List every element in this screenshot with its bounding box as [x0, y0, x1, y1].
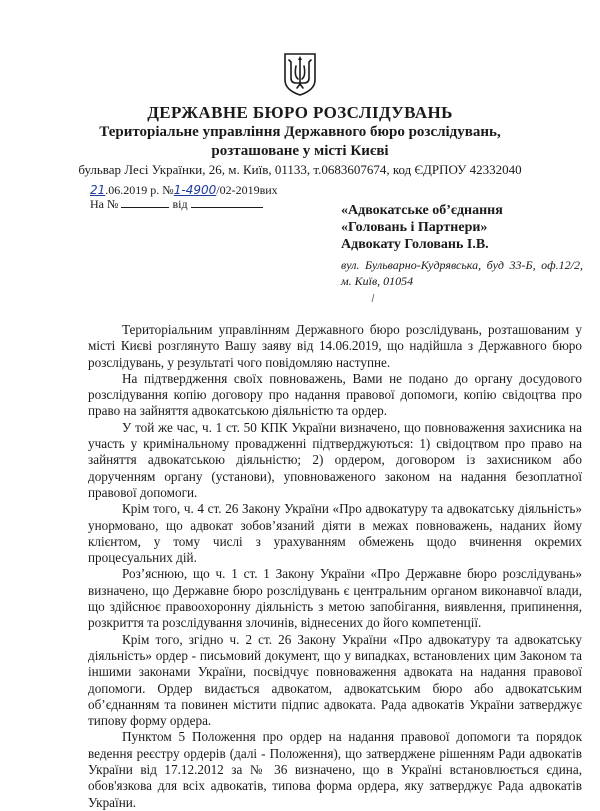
incoming-number-blank: [121, 197, 169, 208]
recipient-org-line1: «Адвокатське об’єднання: [341, 203, 503, 218]
agency-address: бульвар Лесі Українки, 26, м. Київ, 01133, т.0683607674, код ЄДРПОУ 42332040: [78, 162, 522, 177]
outgoing-number-suffix: /02-2019вих: [216, 183, 278, 197]
letter-body: [88, 322, 582, 811]
recipient-org-line2: «Головань і Партнери»: [341, 220, 488, 235]
body-paragraph-3: У той же час, ч. 1 ст. 50 КПК України визначено, що повноваження захисника на участь у кримінальному провадженні підтверджуються: 1) свідоцтвом про право на зайняття адвокатською діяльністю; 2) ордером, договором із захисником або дорученням органу (установи), уповноваженого законом на надання безоплатної правової допомоги.: [88, 419, 582, 500]
body-paragraph-7: Пунктом 5 Положення про ордер на надання правової допомоги та порядок ведення реєстру ордерів (далі - Положення), що затверджене рішенням Ради адвокатів України від 17.12.2012 за № 36 визначено, що в Україні встановлюється єдина, обов'язкова для всіх адвокатів, типова форма ордера, яку затверджує Рада адвокатів України.: [88, 729, 582, 810]
pen-mark-icon: [370, 293, 376, 303]
division-title-line1: Територіальне управління Державного бюро розслідувань,: [99, 124, 501, 140]
incoming-number-label: На №: [90, 197, 119, 211]
recipient-block: [341, 202, 583, 289]
outgoing-number-handwritten: 1-4900: [173, 183, 217, 197]
division-title-line2: розташоване у місті Києві: [211, 143, 389, 159]
trident-icon: [283, 52, 317, 96]
recipient-attorney: Адвокату Головань І.В.: [341, 237, 489, 252]
incoming-date-blank: [191, 197, 263, 208]
outgoing-day: 21: [90, 183, 106, 197]
body-paragraph-2: На підтвердження своїх повноважень, Вами не подано до органу досудового розслідування копію договору про надання правової допомоги, копію свідоцтва про право на зайняття адвокатською діяльністю та ордер.: [88, 370, 582, 419]
incoming-reference: [90, 197, 263, 212]
incoming-from-label: від: [172, 197, 188, 211]
body-paragraph-5: Роз’яснюю, що ч. 1 ст. 1 Закону України «Про Державне бюро розслідувань» визначено, що Державне бюро розслідувань є центральним органом виконавчої влади, що здійснює правоохоронну діяльність з метою запобігання, виявлення, припинення, розкриття та розслідування злочинів, віднесених до його компетенції.: [88, 566, 582, 631]
outgoing-date: .06.2019 р. №: [105, 183, 174, 197]
body-paragraph-6: Крім того, згідно ч. 2 ст. 26 Закону України «Про адвокатуру та адвокатську діяльність» ордер - письмовий документ, що у випадках, встановлених цим Законом та іншими законами України, посвідчує повноваження адвоката на надання правової допомоги. Ордер видається адвокатом, адвокатським бюро або адвокатським об’єднанням та повинен містити підпис адвоката. Рада адвокатів України затверджує типову форму ордера.: [88, 631, 582, 729]
outgoing-reference: [90, 183, 278, 198]
body-paragraph-4: Крім того, ч. 4 ст. 26 Закону України «Про адвокатуру та адвокатську діяльність» унормовано, що адвокат зобов’язаний діяти в межах повноважень, наданих йому клієнтом, у тому числі з урахуванням обмежень щодо вчинення окремих процесуальних дій.: [88, 501, 582, 566]
body-paragraph-1: Територіальним управлінням Державного бюро розслідувань, розташованим у місті Києві розглянуто Вашу заяву від 14.06.2019, що надійшла з Державного бюро розслідувань, у результаті чого повідомляю наступне.: [88, 322, 582, 370]
agency-title: ДЕРЖАВНЕ БЮРО РОЗСЛІДУВАНЬ: [147, 103, 453, 122]
recipient-address: вул. Бульварно-Кудрявська, буд 33-Б, оф.12/2, м. Київ, 01054: [341, 258, 583, 288]
